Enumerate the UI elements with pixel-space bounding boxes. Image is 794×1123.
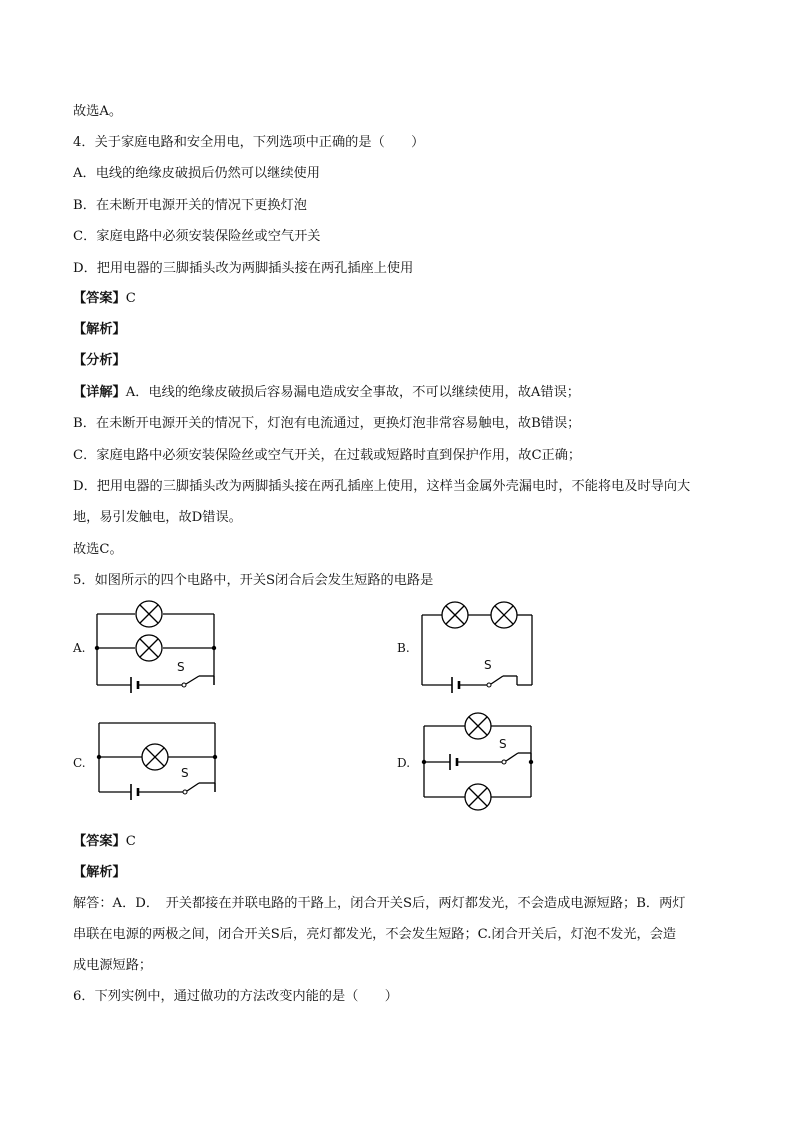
detail-text: A．电线的绝缘皮破损后容易漏电造成安全事故，不可以继续使用，故A错误；	[125, 385, 580, 400]
battery-icon	[450, 754, 457, 770]
lamp-icon	[465, 713, 491, 739]
junction-dot	[212, 646, 216, 650]
switch-label: S	[177, 660, 185, 674]
switch-icon	[487, 676, 503, 687]
switch-icon	[502, 753, 518, 764]
switch-icon	[182, 676, 199, 687]
battery-icon	[131, 677, 138, 693]
junction-dot	[529, 760, 533, 764]
switch-label: S	[181, 766, 189, 780]
option-c: C．家庭电路中必须安装保险丝或空气开关	[73, 229, 321, 244]
junction-dot	[95, 646, 99, 650]
answer-tag: 【答案】	[73, 291, 126, 306]
lamp-icon	[136, 601, 162, 627]
circuit-d-label: D.	[397, 756, 411, 770]
fenxi-heading: 【分析】	[73, 353, 126, 368]
circuit-a-label: A.	[73, 641, 86, 655]
analysis-heading: 【解析】	[73, 322, 126, 337]
junction-dot	[97, 755, 101, 759]
option-d: D．把用电器的三脚插头改为两脚插头接在两孔插座上使用	[73, 261, 414, 276]
junction-dot	[422, 760, 426, 764]
circuit-c-label: C.	[73, 756, 86, 770]
text-line: 串联在电源的两极之间，闭合开关S后，亮灯都发光，不会发生短路；C.闭合开关后，灯泡不发光，会造	[73, 927, 677, 942]
text-line: B．在未断开电源开关的情况下，灯泡有电流通过，更换灯泡非常容易触电，故B错误；	[73, 416, 581, 431]
lamp-icon	[142, 744, 168, 770]
detail-line	[73, 384, 580, 402]
junction-dot	[213, 755, 217, 759]
lamp-icon	[442, 602, 468, 628]
lamp-icon	[491, 602, 517, 628]
text-line: 故选A。	[73, 104, 123, 119]
battery-icon	[131, 784, 138, 800]
question-4: 4．关于家庭电路和安全用电，下列选项中正确的是（ ）	[73, 135, 425, 150]
question-6: 6．下列实例中，通过做功的方法改变内能的是（ ）	[73, 989, 398, 1004]
answer-value: C	[125, 291, 136, 306]
option-b: B．在未断开电源开关的情况下更换灯泡	[73, 198, 307, 213]
answer-tag: 【答案】	[73, 834, 126, 849]
lamp-icon	[465, 784, 491, 810]
text-line: 故选C。	[73, 542, 123, 557]
text-line: D．把用电器的三脚插头改为两脚插头接在两孔插座上使用，这样当金属外壳漏电时，不能将电及时导向大	[73, 479, 691, 494]
text-line: C．家庭电路中必须安装保险丝或空气开关，在过载或短路时直到保护作用，故C正确；	[73, 448, 582, 463]
answer-value: C	[125, 834, 136, 849]
text-line: 地，易引发触电，故D错误。	[73, 510, 242, 525]
option-a: A．电线的绝缘皮破损后仍然可以继续使用	[73, 166, 320, 181]
analysis-heading: 【解析】	[73, 865, 126, 880]
circuit-b-label: B.	[397, 641, 410, 655]
text-line: 解答：A．D． 开关都接在并联电路的干路上，闭合开关S后，两灯都发光，不会造成电源短路；B．两灯	[73, 896, 686, 911]
question-5: 5．如图所示的四个电路中，开关S闭合后会发生短路的电路是	[73, 573, 434, 588]
battery-icon	[452, 677, 459, 693]
answer-line	[73, 290, 136, 308]
answer-line	[73, 833, 136, 851]
switch-label: S	[484, 658, 492, 672]
detail-tag: 【详解】	[73, 385, 126, 400]
text-line: 成电源短路；	[73, 958, 153, 973]
switch-label: S	[499, 737, 507, 751]
switch-icon	[183, 783, 199, 794]
lamp-icon	[136, 635, 162, 661]
